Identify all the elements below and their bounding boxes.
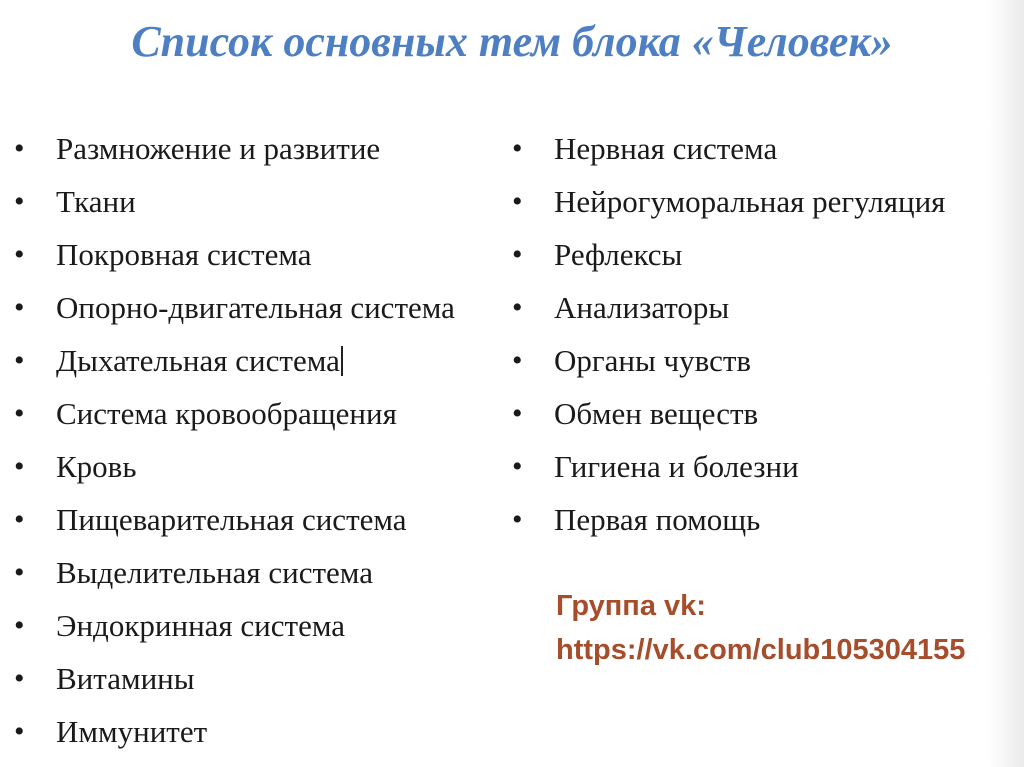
- list-item-text: Дыхательная система: [56, 343, 340, 378]
- list-item-text: Выделительная система: [56, 555, 373, 590]
- bullet-icon: •: [14, 238, 25, 271]
- list-item-text: Размножение и развитие: [56, 131, 381, 166]
- list-item: [14, 122, 514, 175]
- list-item: [14, 175, 514, 228]
- list-item: [512, 440, 1012, 493]
- list-item-text: Ткани: [56, 184, 136, 219]
- list-item-text-with-caret[interactable]: [56, 334, 343, 387]
- list-item: [14, 493, 514, 546]
- list-item: [14, 387, 514, 440]
- list-item-text: Эндокринная система: [56, 608, 346, 643]
- bullet-icon: •: [14, 609, 25, 642]
- bullet-icon: •: [512, 238, 523, 271]
- list-item-text: Обмен веществ: [554, 396, 759, 431]
- vk-group-block: [556, 584, 965, 672]
- bullet-icon: •: [14, 344, 25, 377]
- list-item-text: Иммунитет: [56, 714, 208, 749]
- list-item: [14, 705, 514, 758]
- list-item-text: Нейрогуморальная регуляция: [554, 184, 946, 219]
- list-item: [14, 652, 514, 705]
- list-item: [14, 281, 514, 334]
- text-cursor-icon: [341, 346, 343, 376]
- list-item: [512, 175, 1012, 228]
- list-item: [512, 493, 1012, 546]
- list-item: [512, 334, 1012, 387]
- list-item-text: Витамины: [56, 661, 195, 696]
- bullet-icon: •: [512, 450, 523, 483]
- bullet-icon: •: [14, 450, 25, 483]
- slide-title: Список основных тем блока «Человек»: [131, 17, 893, 66]
- list-item: [14, 440, 514, 493]
- list-item-text: Анализаторы: [554, 290, 730, 325]
- list-item-text: Покровная система: [56, 237, 312, 272]
- bullet-icon: •: [512, 291, 523, 324]
- bullet-icon: •: [14, 662, 25, 695]
- list-item: [14, 599, 514, 652]
- bullet-icon: •: [14, 503, 25, 536]
- list-item-text: Первая помощь: [554, 502, 761, 537]
- list-item: [512, 122, 1012, 175]
- bullet-icon: •: [14, 291, 25, 324]
- list-item: [512, 387, 1012, 440]
- bullet-icon: •: [14, 185, 25, 218]
- list-item-text: Органы чувств: [554, 343, 752, 378]
- bullet-icon: •: [512, 344, 523, 377]
- list-item: [512, 281, 1012, 334]
- bullet-icon: •: [512, 503, 523, 536]
- bullet-icon: •: [14, 132, 25, 165]
- bullet-icon: •: [512, 397, 523, 430]
- bullet-icon: •: [512, 132, 523, 165]
- list-item-text: Кровь: [56, 449, 137, 484]
- list-item: [14, 228, 514, 281]
- list-item-text: Опорно-двигательная система: [56, 290, 455, 325]
- list-item: [14, 334, 514, 387]
- vk-group-link[interactable]: https://vk.com/club105304155: [556, 634, 966, 666]
- list-item-text: Нервная система: [554, 131, 778, 166]
- list-item-text: Пищеварительная система: [56, 502, 407, 537]
- list-item: [512, 228, 1012, 281]
- topic-list-left: [14, 122, 514, 758]
- list-item: [14, 546, 514, 599]
- list-item-text: Рефлексы: [554, 237, 683, 272]
- bullet-icon: •: [14, 556, 25, 589]
- bullet-icon: •: [14, 397, 25, 430]
- list-item-text: Гигиена и болезни: [554, 449, 799, 484]
- vk-group-label: Группа vk:: [556, 590, 706, 622]
- list-item-text: Система кровообращения: [56, 396, 397, 431]
- topic-list-right: [512, 122, 1012, 546]
- bullet-icon: •: [14, 715, 25, 748]
- bullet-icon: •: [512, 185, 523, 218]
